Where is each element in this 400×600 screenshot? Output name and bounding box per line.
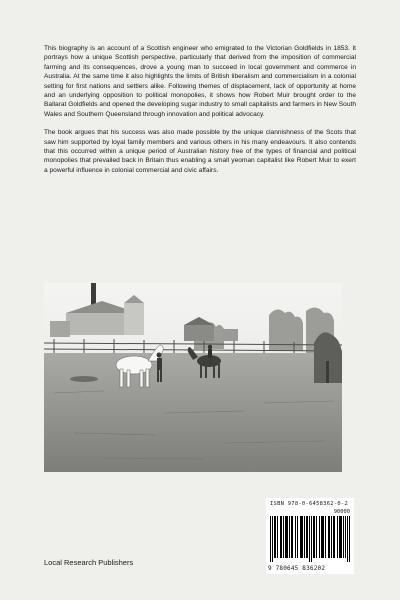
blurb-text (44, 44, 356, 184)
publisher-name: Local Research Publishers (44, 558, 134, 567)
reclining-figure (70, 376, 98, 382)
isbn-barcode (266, 498, 354, 574)
historical-photograph (44, 283, 342, 472)
barcode-bars (270, 516, 350, 562)
rider (208, 345, 212, 358)
barcode-digits: 9 780645 836202 (268, 565, 326, 572)
isbn-label: ISBN 978-0-6458362-0-2 (270, 501, 348, 507)
blurb-paragraph-2: The book argues that his success was also made possible by the unique clannishness of the Scots that saw him supported by loyal family members and various others in his many endeavours. It also contends that this occurred within a unique period of Australian history free of the types of financial and political monopolies that prevailed back in Britain thus enabling a small yeoman capitalist like Robert Muir to exert a powerful influence in colonial commercial and civic affairs. (44, 129, 356, 174)
blurb-paragraph-1: This biography is an account of a Scottish engineer who emigrated to the Victorian Goldfields in 1853. It portrays how a unique Scottish perspective, particularly that derived from the imposition of commercial farming and its consequences, drove a young man to succeed in local government and commerce in Australia. At the same time it also highlights the limits of British liberalism and commercialism in a colonial setting for first nations and settlers alike. Following themes of displacement, lack of opportunity at home and an underlying opposition to political monopolies, it shows how Robert Muir brought order to the Ballarat Goldfields and opened the developing sugar industry to small capitalists and farmers in New South Wales and Southern Queensland through innovation and political advocacy. (44, 45, 356, 118)
price-code: 90000 (333, 509, 350, 515)
